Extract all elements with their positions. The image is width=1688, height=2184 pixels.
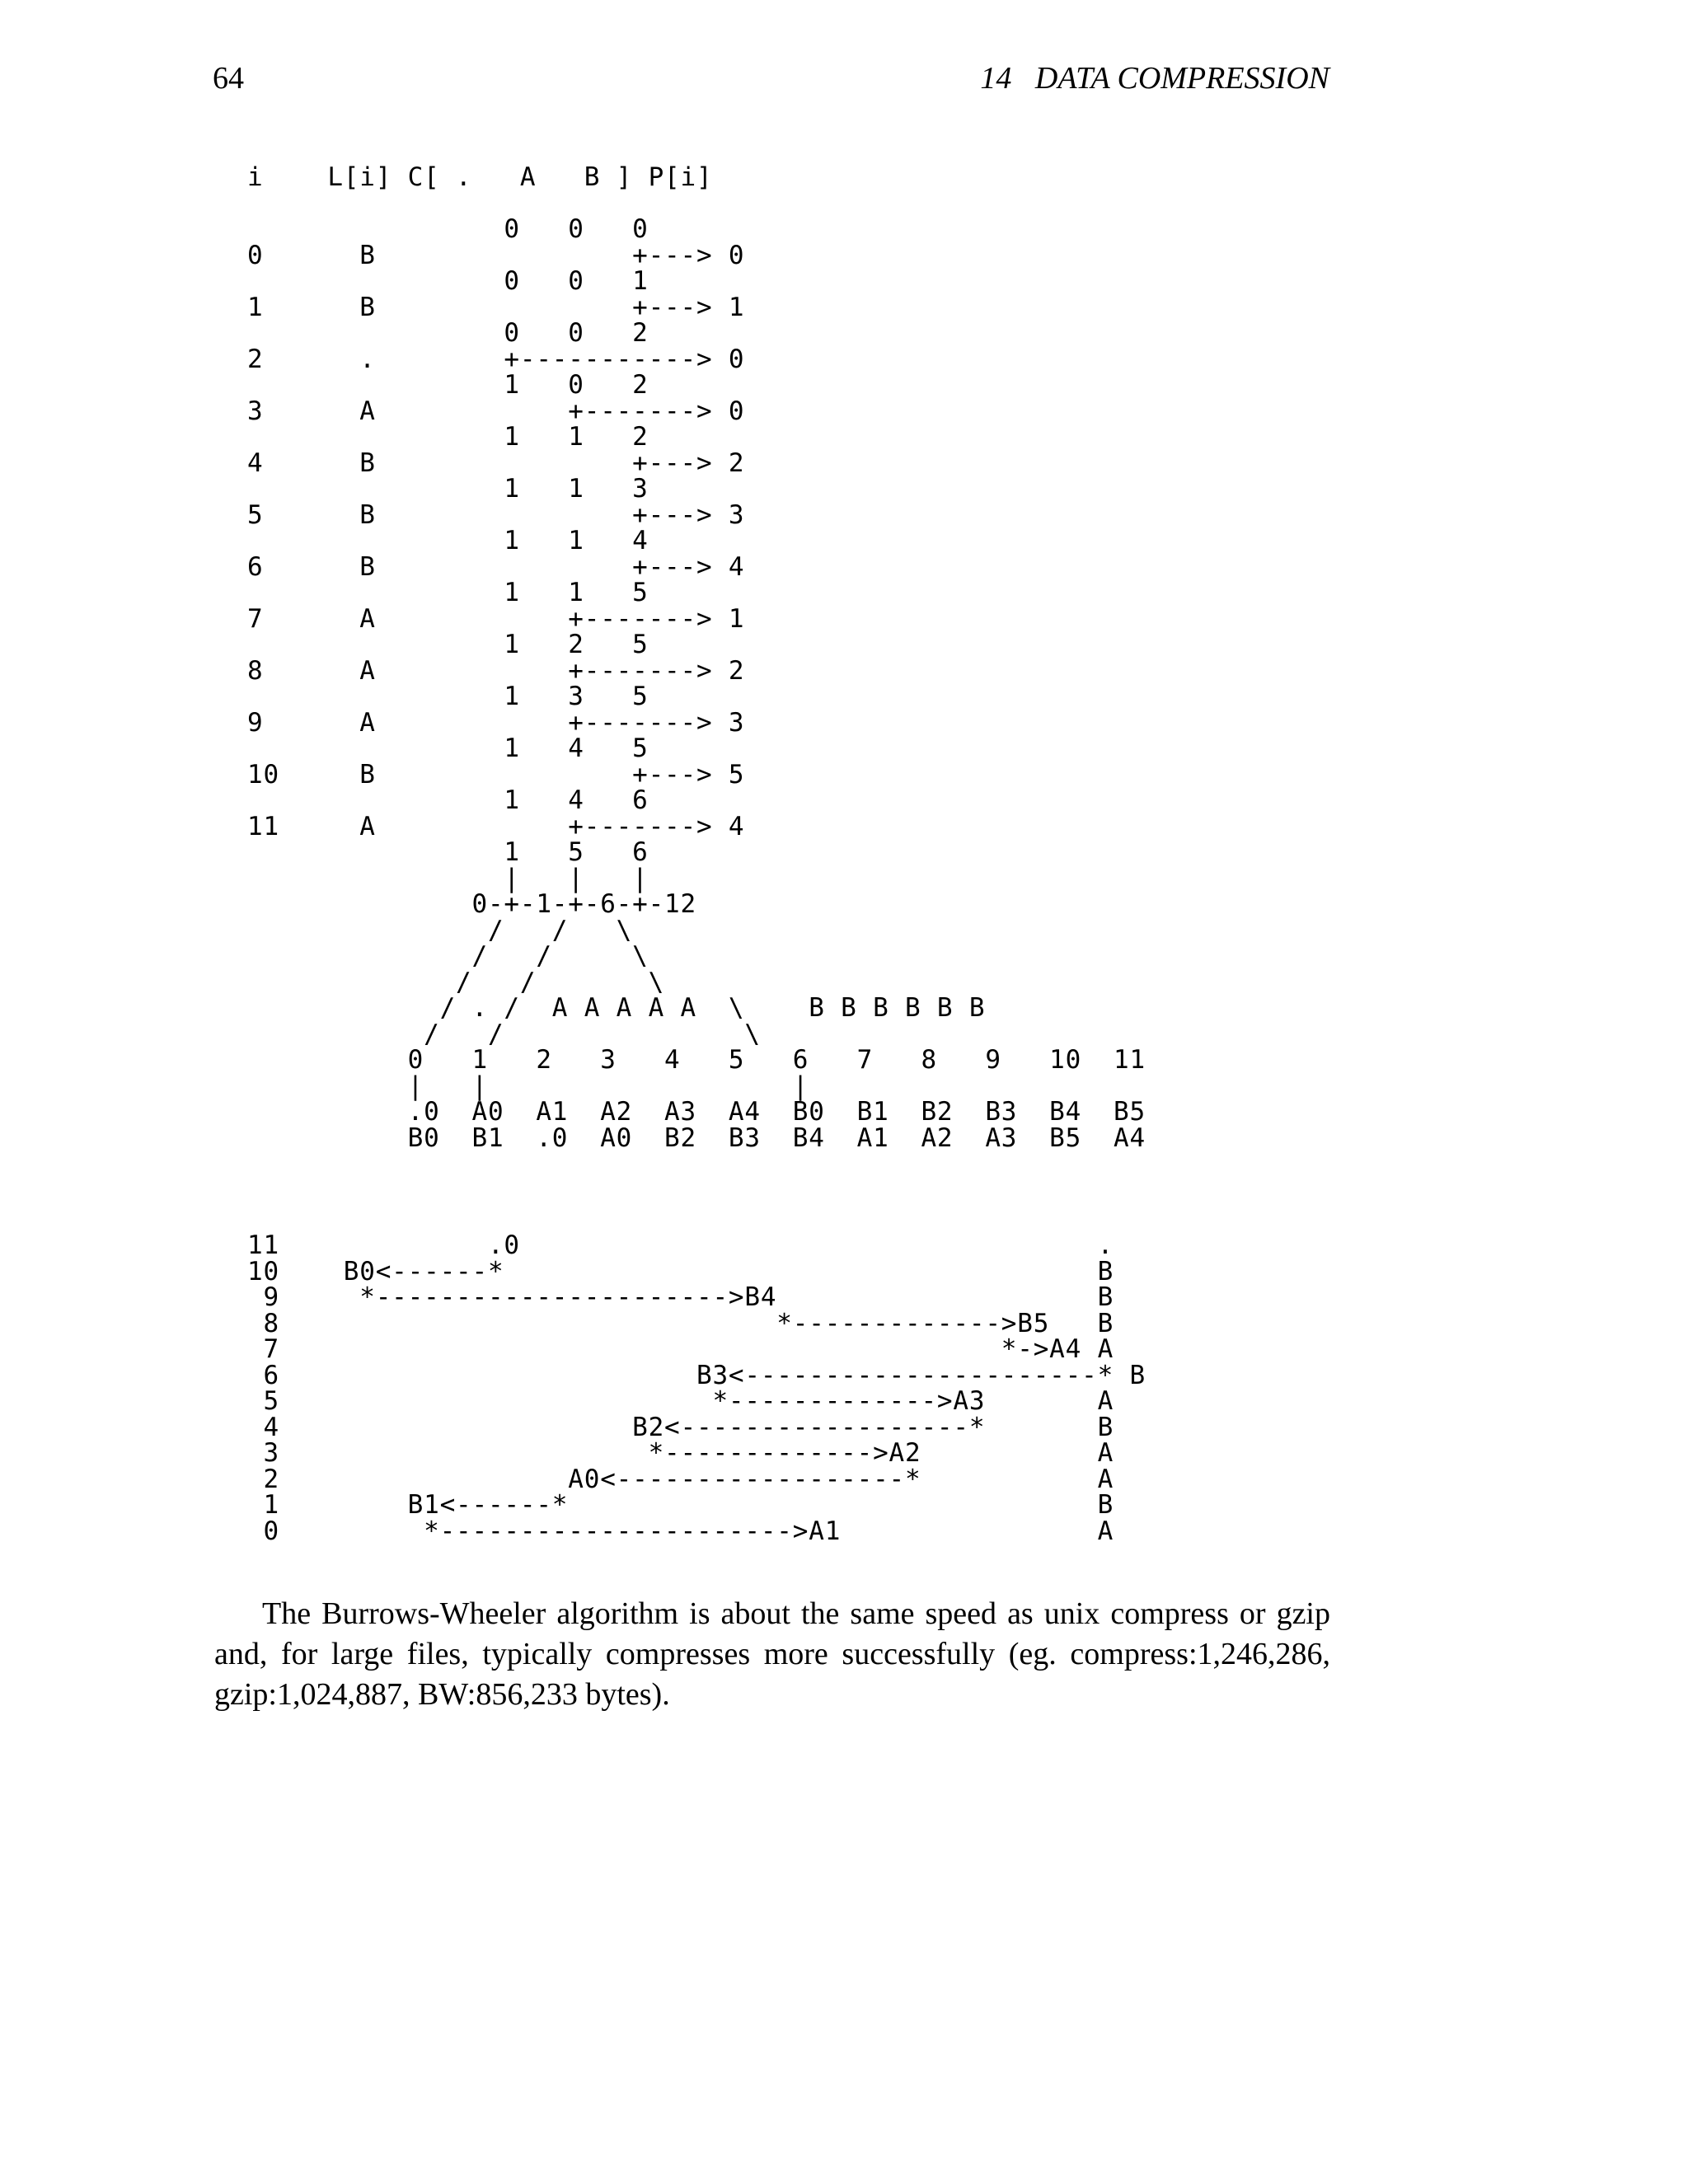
body-paragraph: The Burrows-Wheeler algorithm is about the same speed as unix compress or gzip and, for large files, typically compresses more successfully (eg. compress:1,246,286, gzip:1,024,887, BW:856,233 bytes). xyxy=(214,1596,1330,1712)
burrows-wheeler-link-diagram: 11 .0 . 10 B0<------* B 9 *---------------------->B4 B 8 *------------->B5 B 7 *->A4 A 6 B3<----------------------* B 5 *------------->A3 A 4 B2<------------------* B 3 *------------->A2 A 2 A0<------------------* A 1 B1<------* B 0 *---------------------->A1 A xyxy=(247,1230,1146,1546)
page-number: 64 xyxy=(213,61,244,96)
running-head-chapter-title: 14 DATA COMPRESSION xyxy=(980,61,1329,96)
burrows-wheeler-index-diagram: i L[i] C[ . A B ] P[i] 0 0 0 0 B +---> 0 0 0 1 1 B +---> 1 0 0 2 2 . +-----------> 0 1 0 2 3 A +-------> 0 1 1 2 4 B +---> 2 1 1 3 5 B +---> 3 1 1 4 6 B +---> 4 1 1 5 7 A +-------> 1 1 2 5 8 A +-------> 2 1 3 5 9 A +-------> 3 1 4 5 10 B +---> 5 1 4 6 11 A +-------> 4 1 5 6 | | | 0-+-1-+-6-+-12 / / \ / / \ / / \ / . / A A A A A \ B B B B B B / / \ 0 1 2 3 4 5 6 7 8 9 10 11 | | | .0 A0 A1 A2 A3 A4 B0 B1 B2 B3 B4 B5 B0 B1 .0 A0 B2 B3 B4 A1 A2 A3 B5 A4 xyxy=(247,162,1146,1153)
